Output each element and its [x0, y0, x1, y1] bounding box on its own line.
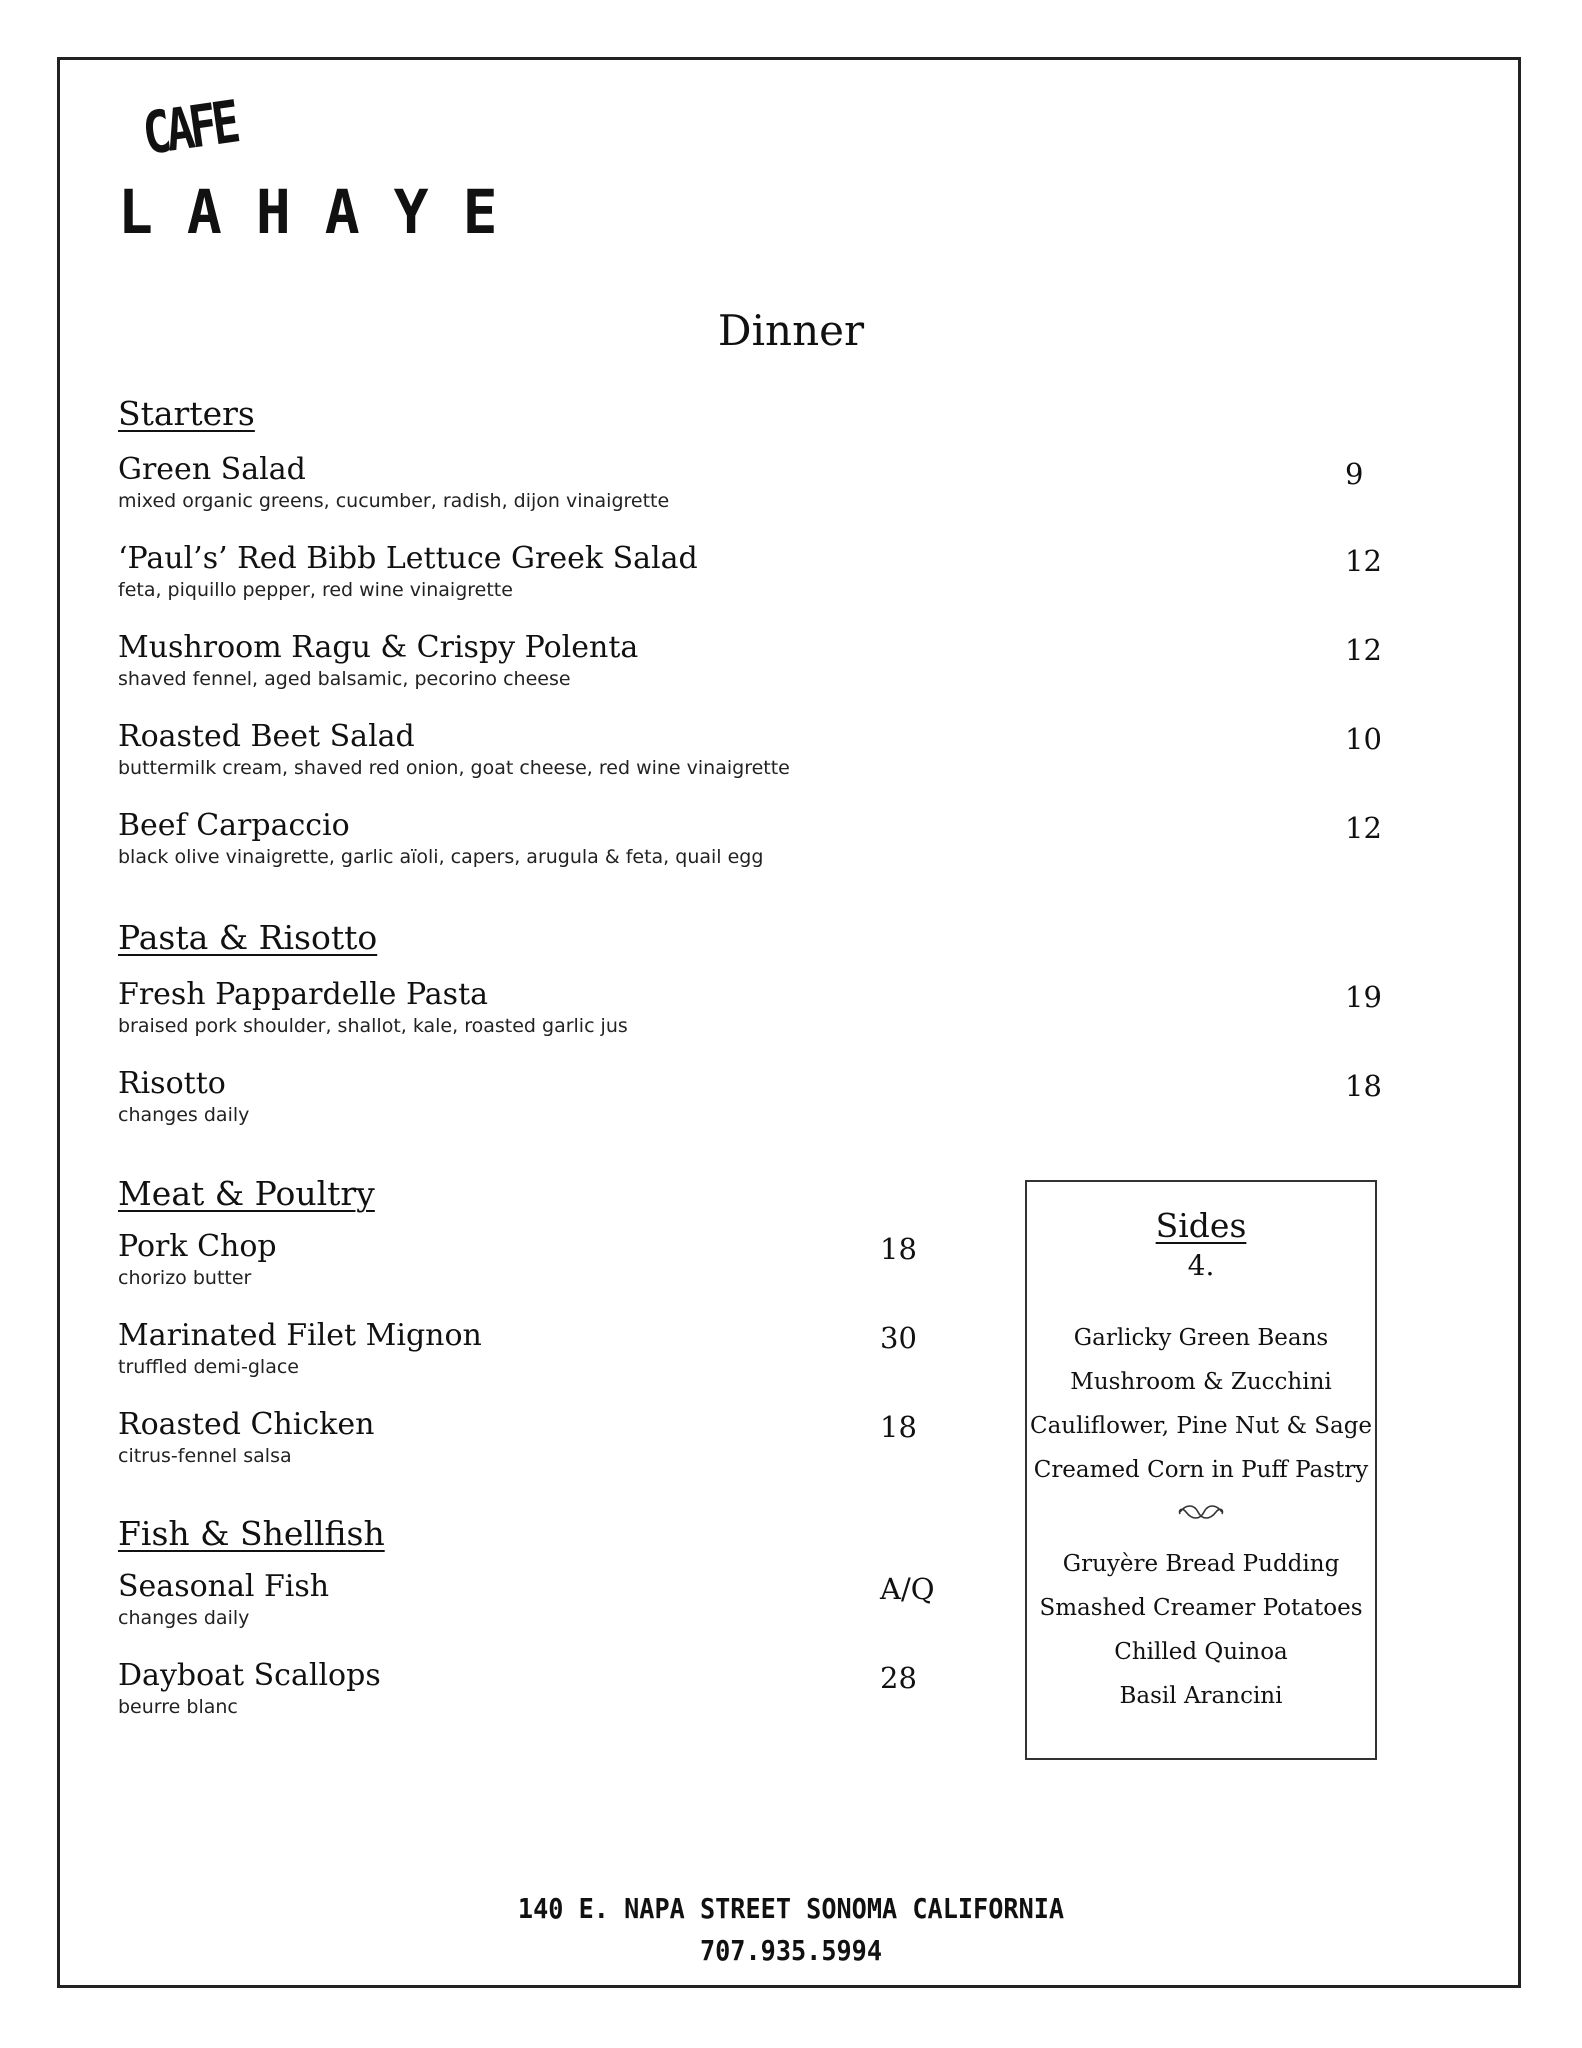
logo-cafe-text: CAFE: [138, 87, 240, 168]
item-name: Mushroom Ragu & Crispy Polenta: [118, 630, 639, 665]
item-description: feta, piquillo pepper, red wine vinaigrette: [118, 579, 513, 601]
item-name: Beef Carpaccio: [118, 808, 350, 843]
section-heading-pasta: Pasta & Risotto: [118, 918, 378, 957]
item-price: 18: [880, 1410, 917, 1444]
menu-item: [118, 1407, 374, 1469]
sides-heading: Sides: [1155, 1206, 1247, 1245]
item-price: 28: [880, 1661, 917, 1695]
menu-item: [118, 1658, 381, 1720]
item-name: Pork Chop: [118, 1229, 277, 1264]
item-description: mixed organic greens, cucumber, radish, dijon vinaigrette: [118, 490, 670, 512]
item-name: Marinated Filet Mignon: [118, 1318, 482, 1353]
item-price: 18: [880, 1232, 917, 1266]
menu-item: [118, 541, 698, 603]
item-description: buttermilk cream, shaved red onion, goat cheese, red wine vinaigrette: [118, 757, 790, 779]
menu-item: [118, 452, 669, 514]
item-description: beurre blanc: [118, 1696, 238, 1718]
item-description: shaved fennel, aged balsamic, pecorino cheese: [118, 668, 571, 690]
item-price: A/Q: [880, 1572, 935, 1606]
footer-contact: [79, 1888, 1503, 1972]
item-name: Green Salad: [118, 452, 306, 487]
item-price: 19: [1345, 980, 1382, 1014]
menu-item: [118, 1066, 249, 1128]
menu-item: [118, 808, 763, 870]
sides-box: [1025, 1180, 1377, 1760]
item-name: Dayboat Scallops: [118, 1658, 381, 1693]
item-name: Fresh Pappardelle Pasta: [118, 977, 489, 1012]
side-item: Chilled Quinoa: [1114, 1639, 1288, 1665]
menu-item: [118, 719, 790, 781]
item-name: ‘Paul’s’ Red Bibb Lettuce Greek Salad: [118, 541, 698, 576]
logo-lahaye-text: LAHAYE: [118, 176, 532, 248]
menu-item: [118, 1229, 277, 1291]
item-name: Seasonal Fish: [118, 1569, 330, 1604]
menu-title: Dinner: [717, 306, 865, 355]
item-price: 18: [1345, 1069, 1382, 1103]
footer-address: 140 E. NAPA STREET SONOMA CALIFORNIA: [517, 1892, 1065, 1925]
item-description: black olive vinaigrette, garlic aïoli, capers, arugula & feta, quail egg: [118, 846, 764, 868]
item-description: truffled demi-glace: [118, 1356, 299, 1378]
item-price: 12: [1345, 811, 1382, 845]
side-item: Basil Arancini: [1119, 1683, 1283, 1709]
flourish-ornament-icon: [1027, 1502, 1375, 1530]
item-description: braised pork shoulder, shallot, kale, roasted garlic jus: [118, 1015, 628, 1037]
cafe-lahaye-logo: [118, 87, 568, 250]
item-description: citrus-fennel salsa: [118, 1445, 292, 1467]
item-description: changes daily: [118, 1104, 250, 1126]
item-description: chorizo butter: [118, 1267, 252, 1289]
side-item: Cauliflower, Pine Nut & Sage: [1029, 1413, 1373, 1439]
menu-item: [118, 977, 628, 1039]
side-item: Garlicky Green Beans: [1073, 1325, 1329, 1351]
side-item: Gruyère Bread Pudding: [1062, 1551, 1340, 1577]
item-name: Roasted Chicken: [118, 1407, 375, 1442]
menu-item: [118, 1569, 329, 1631]
item-description: changes daily: [118, 1607, 250, 1629]
item-price: 12: [1345, 544, 1382, 578]
item-price: 12: [1345, 633, 1382, 667]
section-heading-meat: Meat & Poultry: [118, 1174, 375, 1213]
item-price: 10: [1345, 722, 1382, 756]
footer-phone: 707.935.5994: [699, 1934, 883, 1967]
item-name: Roasted Beet Salad: [118, 719, 415, 754]
side-item: Smashed Creamer Potatoes: [1039, 1595, 1363, 1621]
side-item: Creamed Corn in Puff Pastry: [1033, 1457, 1369, 1483]
item-price: 30: [880, 1321, 917, 1355]
menu-item: [118, 1318, 482, 1380]
section-heading-fish: Fish & Shellfish: [118, 1514, 385, 1553]
item-price: 9: [1345, 457, 1364, 491]
side-item: Mushroom & Zucchini: [1070, 1369, 1332, 1395]
section-heading-starters: Starters: [118, 394, 255, 433]
menu-item: [118, 630, 638, 692]
item-name: Risotto: [118, 1066, 226, 1101]
sides-price: 4.: [1187, 1249, 1215, 1282]
